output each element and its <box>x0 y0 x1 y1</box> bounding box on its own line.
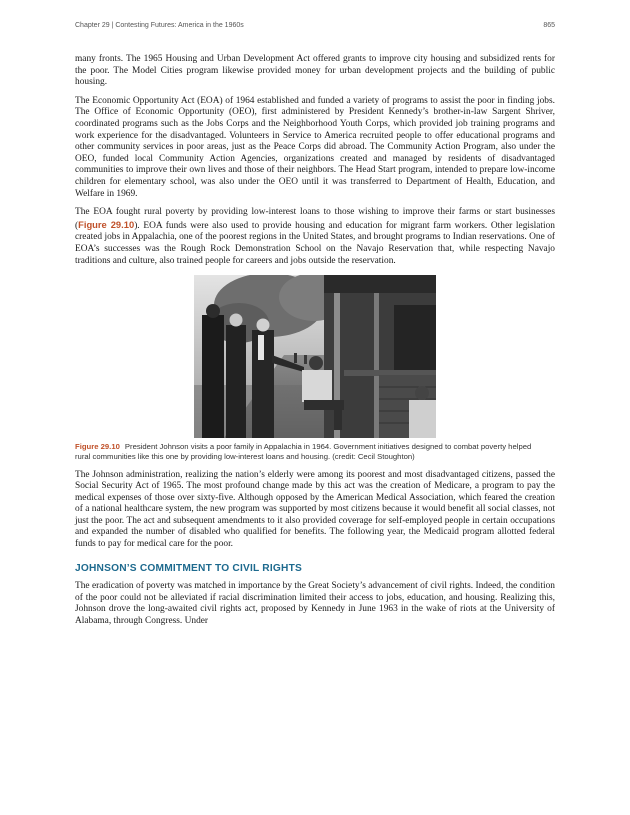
paragraph-rural-poverty-end: ). EOA funds were also used to provide housing and education for migrant farm workers. Other legislation created jobs in Appalachia, one of the poorest regions in the United States, and brought programs to Indian reservations. One of EOA’s successes was the Rough Rock Demonstration School on the Navajo Reservation that, while respecting Navajo traditions and culture, also trained people for careers and jobs outside the reservation. <box>75 220 555 266</box>
paragraph-eoa: The Economic Opportunity Act (EOA) of 1964 established and funded a variety of programs to assist the poor in finding jobs. The Office of Economic Opportunity (OEO), first administered by President Kennedy’s brother-in-law Sargent Shriver, coordinated programs such as the Jobs Corps and the Neighborhood Youth Corps, which provided job training programs and work experience for the disadvantaged. Volunteers in Service to America recruited people to offer educational programs and other community services in poor areas, just as the Peace Corps did abroad. The Community Action Program, also under the OEO, funded local Community Action Agencies, organizations created and managed by residents of disadvantaged communities to improve their own lives and those of their neighbors. The Head Start program, intended to prepare low-income children for elementary school, was also under the OEO until it was transferred to Department of Health, Education, and Welfare in 1969. <box>75 95 555 199</box>
paragraph-civil-rights: The eradication of poverty was matched in importance by the Great Society’s advancement of civil rights. Indeed, the condition of the poor could not be alleviated if racial discrimination limited their access to jobs, education, and housing. Realizing this, Johnson drove the long-awaited civil rights act, proposed by Kennedy in June 1963 in the wake of riots at the University of Alabama, through Congress. Under <box>75 581 555 627</box>
paragraph-rural-poverty-start: The EOA fought rural poverty by providing low-interest loans to those wishing to improve their farms or start businesses ( <box>75 207 555 231</box>
johnson-appalachia-photo <box>194 275 436 438</box>
chapter-title: Chapter 29 | Contesting Futures: America in the 1960s <box>75 22 244 29</box>
paragraph-housing: many fronts. The 1965 Housing and Urban Development Act offered grants to improve city housing and subsidized rents for the poor. The Model Cities program likewise provided money for urban development projects and the building of public housing. <box>75 54 555 88</box>
body-text <box>75 54 555 635</box>
figure-label: Figure 29.10 <box>75 442 120 452</box>
section-heading: JOHNSON’S COMMITMENT TO CIVIL RIGHTS <box>75 562 302 574</box>
paragraph-rural-poverty <box>75 207 555 267</box>
figure-caption <box>75 442 555 462</box>
figure-reference-link[interactable]: Figure 29.10 <box>78 218 135 230</box>
running-header <box>75 22 555 29</box>
paragraph-social-security: The Johnson administration, realizing the nation’s elderly were among its poorest and most disadvantaged citizens, passed the Social Security Act of 1965. The most profound change made by this act was the creation of Medicare, a program to pay the medical expenses of those over sixty-five. Although opposed by the American Medical Association, which feared the creation of a national healthcare system, the new program was supported by most citizens because it would benefit all social classes, not just the poor. The act and subsequent amendments to it also provided coverage for self-employed people in certain occupations and expanded the number of disabled who qualified for benefits. The following year, the Medicaid program allotted federal funds to pay for medical care for the poor. <box>75 469 555 550</box>
figure-29-10 <box>75 275 555 462</box>
figure-caption-text: President Johnson visits a poor family in Appalachia in 1964. Government initiatives designed to combat poverty helped rural communities like this one by providing low-interest loans and housing. (credit: Cecil Stoughton) <box>75 442 532 462</box>
page-number: 865 <box>543 22 555 29</box>
